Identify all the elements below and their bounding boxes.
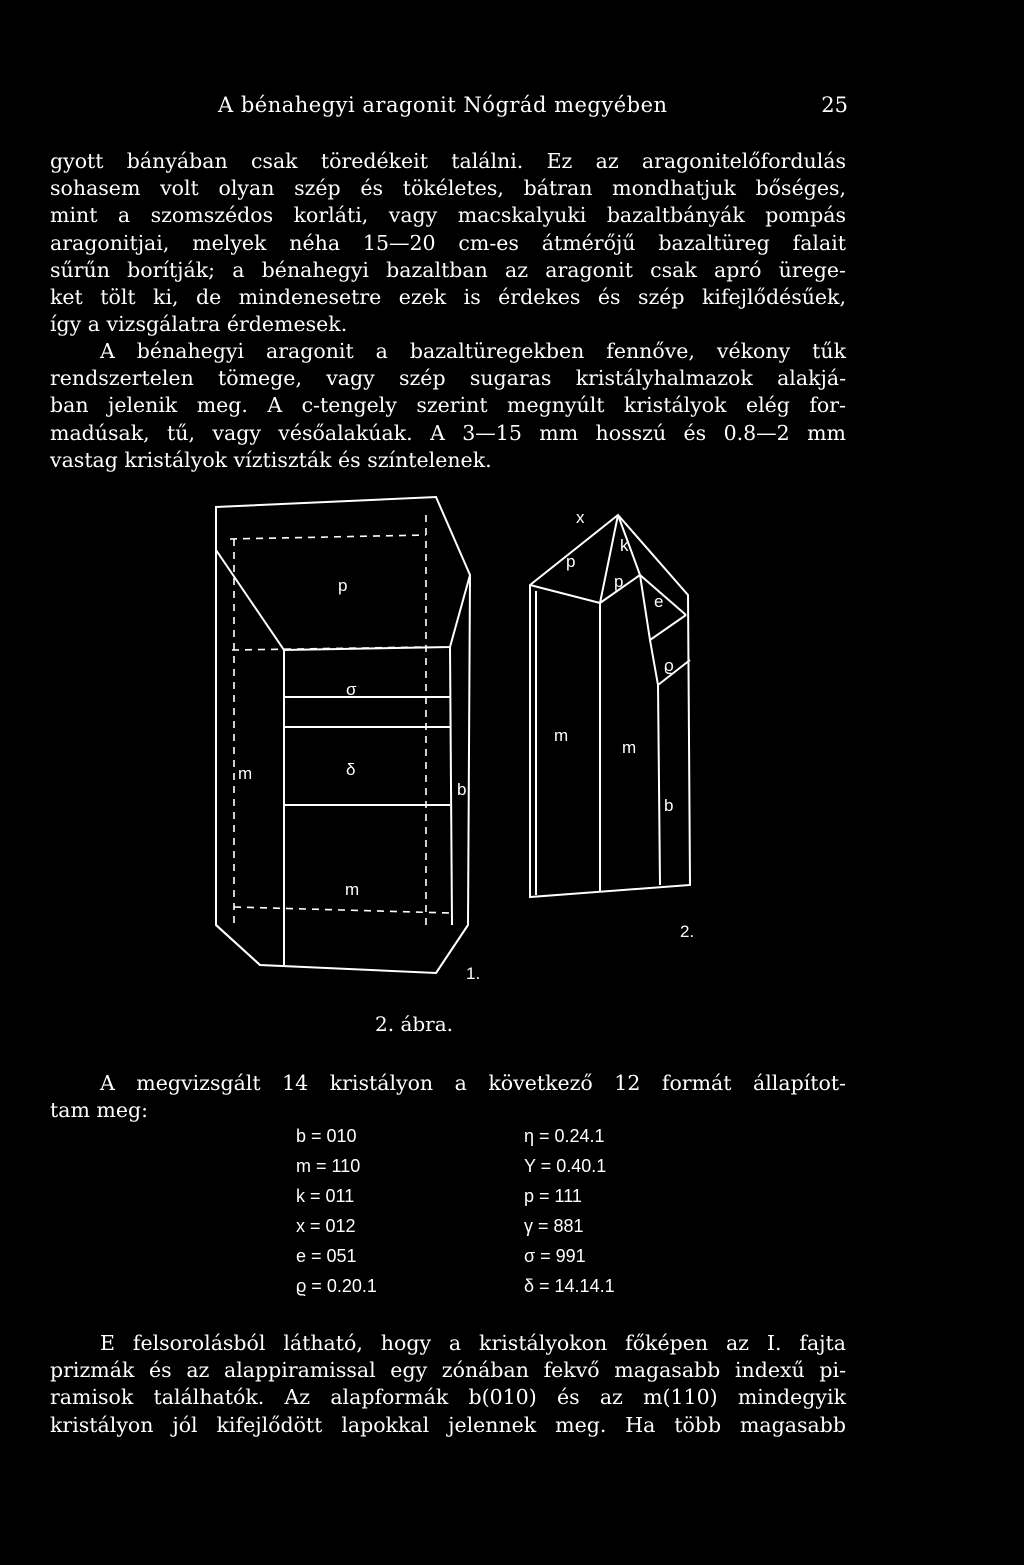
- text-line: gyott bányában csak töredékeit találni. Ez az aragonitelőfordulás: [50, 149, 846, 173]
- form-entry: η = 0.24.1: [524, 1126, 605, 1146]
- page-number: 25: [821, 93, 848, 117]
- label-p2: p: [614, 572, 624, 591]
- form-entry: e = 051: [296, 1246, 357, 1266]
- text-line: A megvizsgált 14 kristályon a következő 12 formát állapítot-: [100, 1071, 846, 1095]
- label-b2: b: [664, 796, 674, 815]
- label-e: e: [654, 592, 664, 611]
- text-line: A bénahegyi aragonit a bazaltüregekben fennőve, vékony tűk: [100, 339, 846, 363]
- label-rho: ϱ: [664, 656, 674, 675]
- form-entry: m = 110: [296, 1156, 361, 1176]
- crystal-1-drawing: [216, 497, 470, 973]
- text-line: E felsorolásból látható, hogy a kristályokon főképen az I. fajta: [100, 1331, 846, 1355]
- label-sigma: σ: [346, 680, 357, 699]
- form-entry: γ = 881: [524, 1216, 584, 1236]
- text-line: sűrűn borítják; a bénahegyi bazaltban az aragonit csak apró ürege-: [50, 257, 846, 282]
- text-line: madúsak, tű, vagy vésőalakúak. A 3—15 mm hosszú és 0.8—2 mm: [50, 420, 846, 445]
- text-line: aragonitjai, melyek néha 15—20 cm-es átmérőjű bazaltüreg falait: [50, 230, 846, 255]
- text-line: sohasem volt olyan szép és tökéletes, bátran mondhatjuk bőséges,: [50, 176, 846, 201]
- label-p-minus: p: [566, 552, 576, 571]
- form-entry: δ = 14.14.1: [524, 1276, 615, 1296]
- text-line: ket tölt ki, de mindenesetre ezek is érdekes és szép kifejlődésűek,: [50, 285, 846, 310]
- form-entry: k = 011: [296, 1186, 355, 1206]
- form-entry: Y = 0.40.1: [524, 1156, 607, 1176]
- paragraph-4: [50, 1330, 846, 1439]
- form-entry: b = 010: [296, 1126, 357, 1146]
- page-header: [0, 93, 1024, 123]
- crystal-1-number: 1.: [466, 964, 481, 983]
- label-m-minus-2: m: [554, 726, 569, 745]
- paragraph-2: [50, 338, 846, 474]
- label-m: m: [345, 880, 360, 899]
- form-entry: σ = 991: [524, 1246, 586, 1266]
- label-m2: m: [622, 738, 637, 757]
- crystal-figure: [200, 495, 720, 995]
- form-entry: p = 111: [524, 1186, 582, 1206]
- crystal-forms-list: [0, 1126, 1024, 1316]
- label-m-minus: m: [238, 764, 253, 783]
- text-line: így a vizsgálatra érdemesek.: [50, 312, 348, 337]
- crystal-2-number: 2.: [680, 922, 695, 941]
- text-line: kristályon jól kifejlődött lapokkal jelennek meg. Ha több magasabb: [50, 1412, 846, 1437]
- form-entry: ϱ = 0.20.1: [296, 1276, 377, 1296]
- crystal-2-drawing: [530, 515, 690, 897]
- label-x: x: [576, 508, 585, 527]
- figure-caption: 2. ábra.: [375, 1012, 454, 1036]
- label-delta: δ: [346, 760, 356, 779]
- paragraph-1: [50, 148, 846, 338]
- text-line: rendszertelen tömege, vagy szép sugaras kristályhalmazok alakjá-: [50, 366, 846, 391]
- text-line: mint a szomszédos korláti, vagy macskalyuki bazaltbányák pompás: [50, 203, 846, 228]
- text-line: ban jelenik meg. A c-tengely szerint megnyúlt kristályok elég for-: [50, 393, 846, 418]
- form-entry: x = 012: [296, 1216, 356, 1236]
- text-line: ramisok találhatók. Az alapformák b(010) és az m(110) mindegyik: [50, 1385, 846, 1410]
- paragraph-3: [50, 1070, 846, 1124]
- label-p: p: [338, 576, 348, 595]
- running-title: A bénahegyi aragonit Nógrád megyében: [218, 93, 668, 117]
- text-line: tam meg:: [50, 1098, 149, 1123]
- label-b: b: [457, 780, 467, 799]
- text-line: vastag kristályok víztiszták és színtelenek.: [50, 447, 492, 472]
- label-k: k: [620, 536, 629, 555]
- text-line: prizmák és az alappiramissal egy zónában fekvő magasabb indexű pi-: [50, 1358, 846, 1383]
